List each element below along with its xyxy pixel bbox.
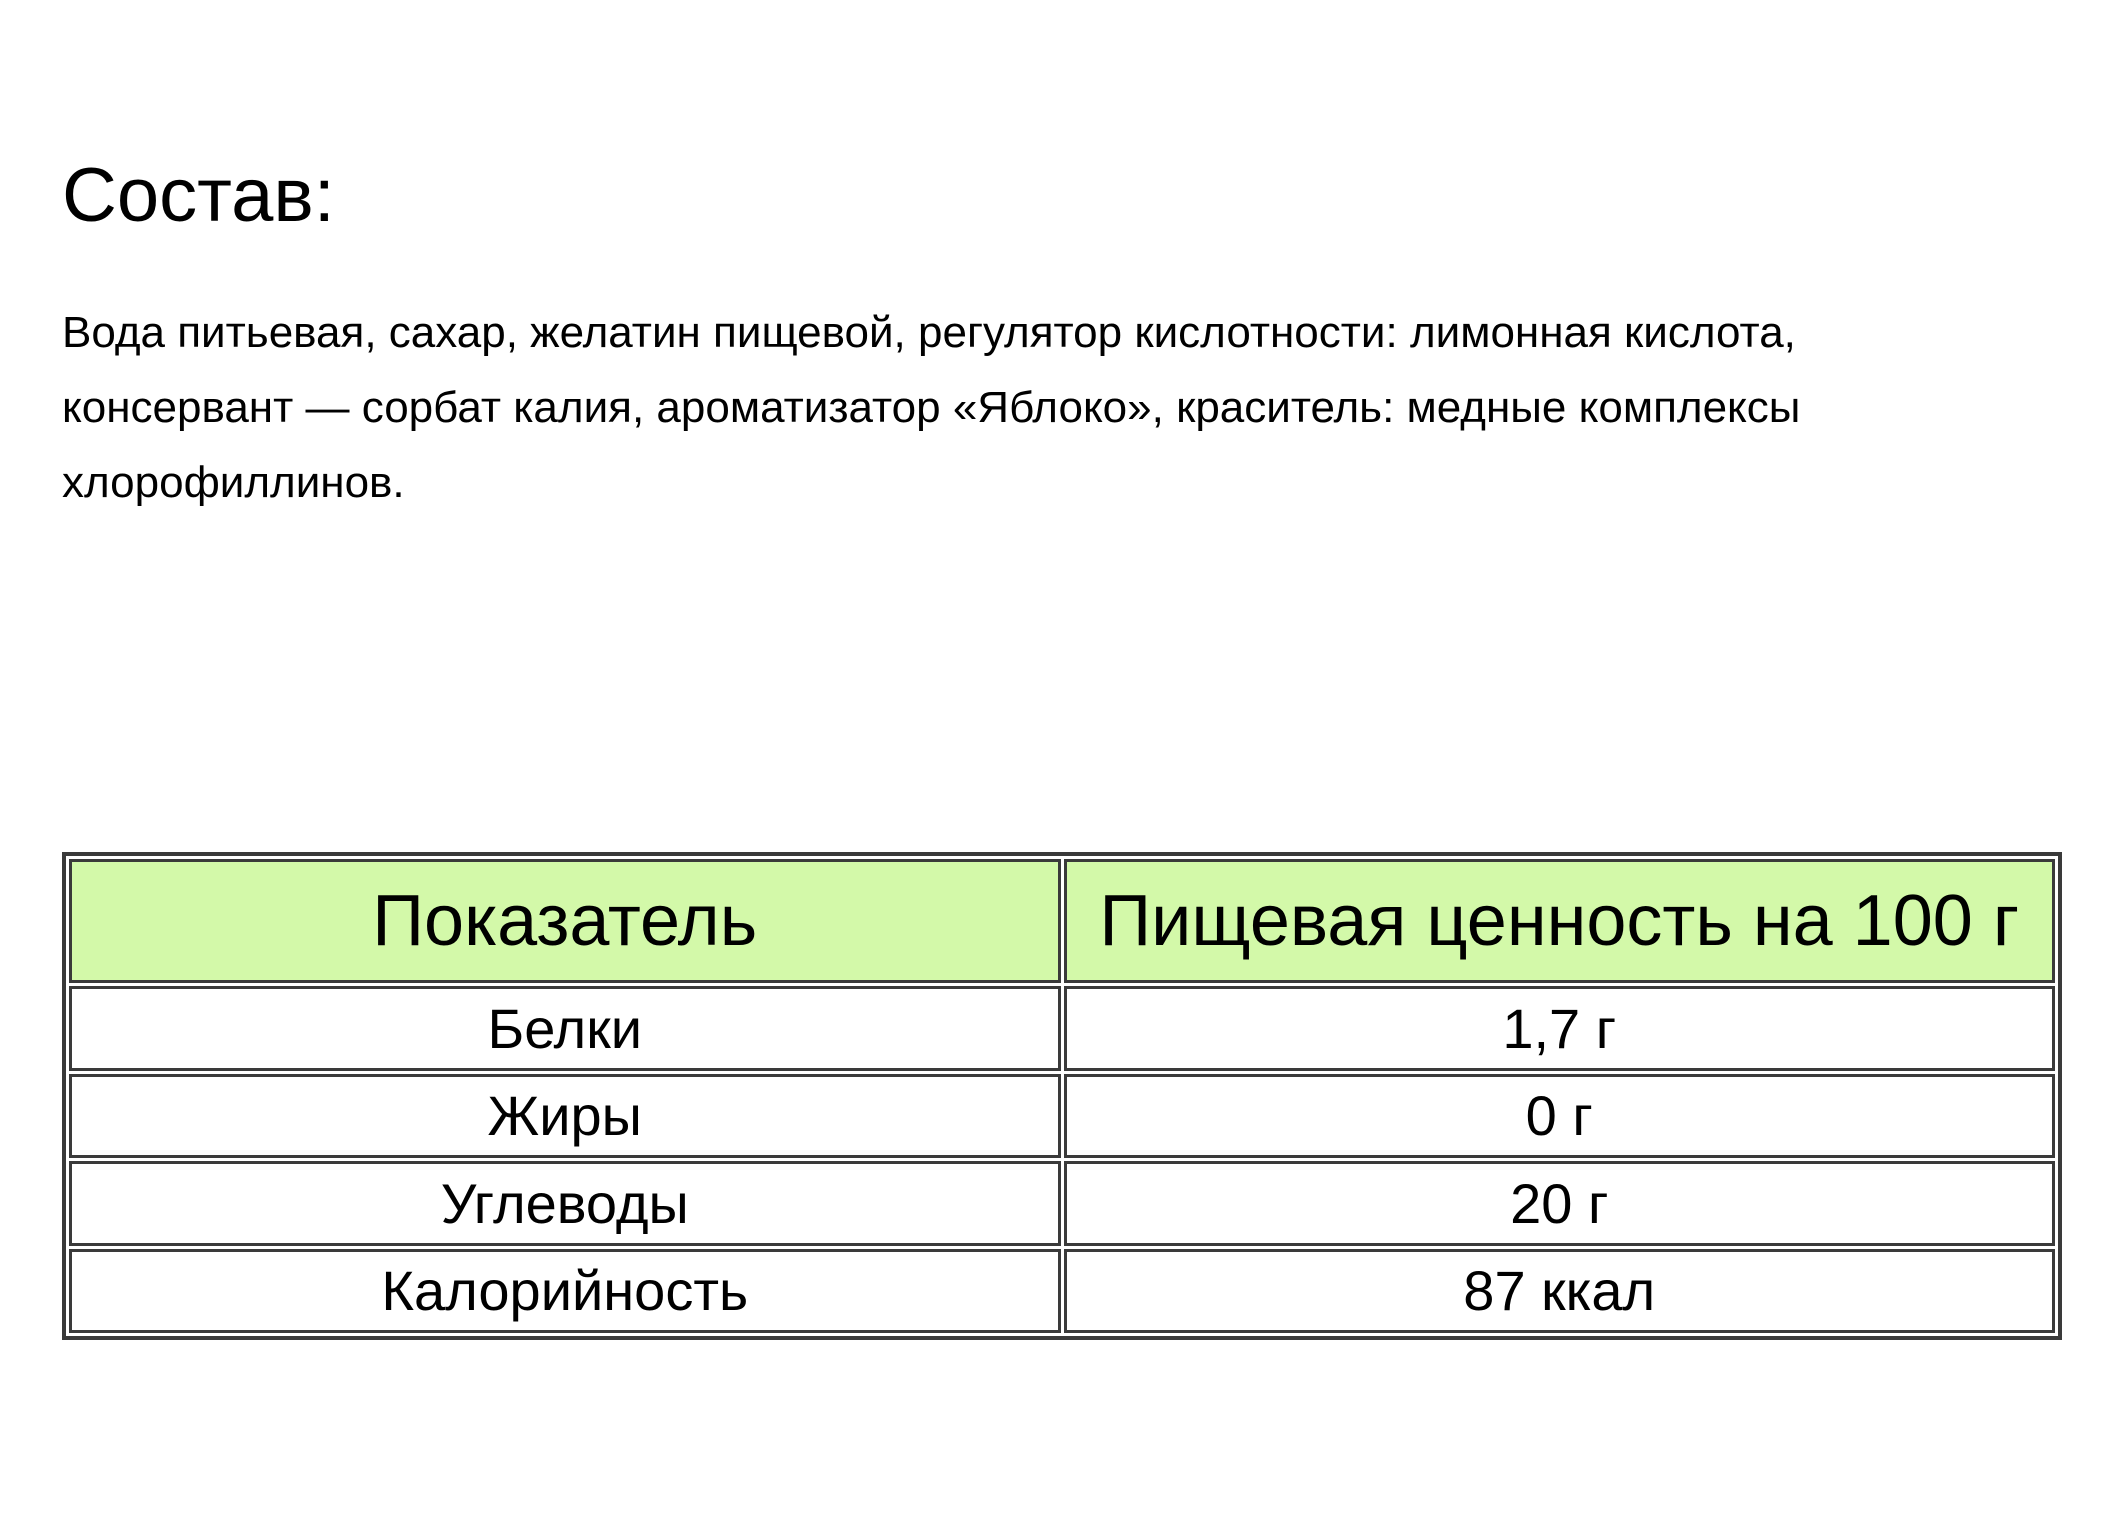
row-name: Белки: [69, 986, 1061, 1071]
header-indicator: Показатель: [69, 859, 1061, 983]
composition-line: консервант — сорбат калия, ароматизатор «Яблоко», краситель: медные комплексы: [62, 383, 1801, 432]
composition-line: Вода питьевая, сахар, желатин пищевой, регулятор кислотности: лимонная кислота,: [62, 308, 1796, 357]
page-title: Состав:: [62, 153, 335, 238]
table-row: [69, 1161, 2055, 1246]
table-header-row: [69, 859, 2055, 983]
nutrition-table: [62, 852, 2062, 1340]
composition-text: [62, 295, 2062, 520]
table-row: [69, 1249, 2055, 1334]
table-row: [69, 986, 2055, 1071]
row-value: 1,7 г: [1064, 986, 2056, 1071]
composition-line: хлорофиллинов.: [62, 458, 405, 507]
table-row: [69, 1074, 2055, 1159]
row-name: Жиры: [69, 1074, 1061, 1159]
row-value: 20 г: [1064, 1161, 2056, 1246]
row-value: 0 г: [1064, 1074, 2056, 1159]
row-name: Углеводы: [69, 1161, 1061, 1246]
row-name: Калорийность: [69, 1249, 1061, 1334]
row-value: 87 ккал: [1064, 1249, 2056, 1334]
header-nutrition-value: Пищевая ценность на 100 г: [1064, 859, 2056, 983]
